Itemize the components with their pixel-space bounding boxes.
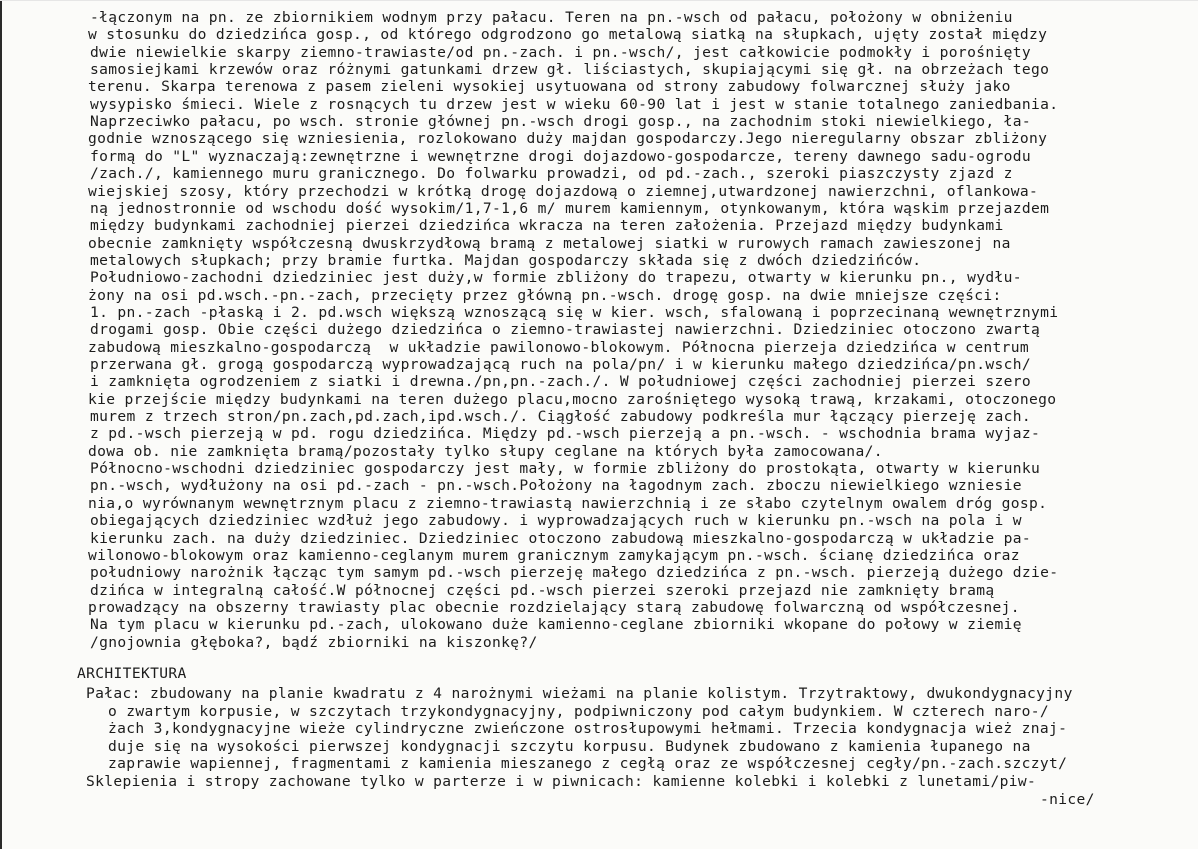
text-line: o zwartym korpusie, w szczytach trzykondygnacyjny, podpiwniczony pod całym budynkiem. W czterech naro-/ [108, 702, 1050, 720]
text-line: wysypisko śmieci. Wiele z rosnących tu drzew jest w wieku 60-90 lat i jest w stanie totalnego zaniedbania. [90, 95, 1059, 113]
text-line: obiegających dziedziniec wzdłuż jego zabudowy. i wyprowadzających ruch w kierunku pn.-wsch na pola i w [90, 512, 1022, 530]
text-line: wiejskiej szosy, który przechodzi w krótką drogę dojazdową o ziemnej,utwardzonej nawierzchni, oflankowa- [88, 182, 1039, 200]
text-line: Południowo-zachodni dziedziniec jest duży,w formie zbliżony do trapezu, otwarty w kierunku pn., wydłu- [90, 269, 1022, 287]
text-line: kierunku zach. na duży dziedziniec. Dziedziniec otoczono zabudową mieszkalno-gospodarczą w układzie pa- [90, 529, 1032, 547]
text-line: południowy narożnik łącząc tym samym pd.-wsch pierzeję małego dziedzińca z pn.-wsch. pierzeją dużego dzie- [90, 564, 1059, 582]
text-line: dwie niewielkie skarpy ziemno-trawiaste/od pn.-zach. i pn.-wsch/, jest całkowicie podmokły i porośnięty [90, 43, 1032, 61]
text-line: przerwana gł. grogą gospodarczą wyprowadzającą ruch na pola/pn/ i w kierunku małego dziedzińca/pn.wsch/ [90, 356, 1032, 373]
text-line: /gnojownia głęboka?, bądź zbiorniki na kiszonkę?/ [90, 633, 538, 651]
text-line: terenu. Skarpa terenowa z pasem zieleni wysokiej usytuowana od strony zabudowy folwarcznej służy jako [88, 78, 1011, 96]
text-line: Na tym placu w kierunku pd.-zach, ulokowano duże kamienno-ceglane zbiorniki wkopane do połowy w ziemię [90, 616, 1022, 634]
text-line: drogami gosp. Obie części dużego dziedzińca o ziemno-trawiastej nawierzchni. Dziedziniec otoczono zwartą [90, 321, 1041, 339]
text-line: żony na osi pd.wsch.-pn.-zach, przecięty przez główną pn.-wsch. drogę gosp. na dwie mniejsze części: [88, 286, 1002, 304]
text-line: między budynkami zachodniej pierzei dziedzińca wkracza na teren założenia. Przejazd między budynkami [90, 217, 1004, 235]
text-line: wilonowo-blokowym oraz kamienno-ceglanym murem granicznym zamykającym pn.-wsch. ścianę dziedzińca oraz [88, 546, 1020, 564]
text-line: zaprawie wapiennej, fragmentami z kamienia mieszanego z cegłą oraz ze współczesnej cegły/pn.-zach.szczyt/ [108, 755, 1068, 773]
text-line: obecnie zamknięty współczesną dwuskrzydłową bramą z metalowej siatki w rurowych ramach zawieszonej na [88, 234, 1011, 252]
text-line: 1. pn.-zach -płaską i 2. pd.wsch większą wznoszącą się w kier. wsch, sfalowaną i poprzecinaną wewnętrznymi [90, 303, 1059, 321]
text-line: żach 3,kondygnacyjne wieże cylindryczne zwieńczone ostrosłupowymi hełmami. Trzecia kondygnacja wież znaj- [108, 720, 1068, 738]
text-line: Naprzeciwko pałacu, po wsch. stronie głównej pn.-wsch drogi gosp., na zachodnim stoki niewielkiego, ła- [90, 113, 1032, 131]
text-line: -nice/ [1040, 790, 1095, 808]
text-line: dzińca w integralną całość.W północnej części pd.-wsch pierzei szeroki przejazd nie zamknięty bramą [90, 581, 995, 599]
text-line: -łączonym na pn. ze zbiornikiem wodnym przy pałacu. Teren na pn.-wsch od pałacu, położony w obniżeniu [90, 9, 1013, 26]
text-line: kie przejście między budynkami na teren dużego placu,mocno zarośniętego wysoką trawą, krzakami, otoczonego [88, 390, 1057, 408]
text-line: i zamknięta ogrodzeniem z siatki i drewna./pn,pn.-zach./. W południowej części zachodniej pierzei szero [90, 373, 1032, 391]
text-line: z pd.-wsch pierzeją w pd. rogu dziedzińca. Między pd.-wsch pierzeją a pn.-wsch. - wschodnia brama wyjaz- [90, 425, 1041, 443]
text-line: murem z trzech stron/pn.zach,pd.zach,ipd.wsch./. Ciągłość zabudowy podkreśla mur łączący pierzeję zach. [90, 408, 1032, 426]
text-line: godnie wznoszącego się wzniesienia, rozlokowano duży majdan gospodarczy.Jego nieregularny obszar zbliżony [88, 130, 1048, 148]
text-line: formą do "L" wyznaczają:zewnętrzne i wewnętrzne drogi dojazdowo-gospodarcze, tereny dawnego sadu-ogrodu [90, 147, 1032, 165]
page-left-edge [0, 1, 2, 849]
text-line: pn.-wsch, wydłużony na osi pd.-zach - pn.-wsch.Położony na łagodnym zach. zboczu niewielkiego wzniesie [90, 477, 1022, 495]
text-line: prowadzący na obszerny trawiasty plac obecnie rozdzielający starą zabudowę folwarczną od współczesnej. [88, 598, 1020, 616]
text-line: w stosunku do dziedzińca gosp., od którego odgrodzono go metalową siatką na słupkach, ujęty został między [88, 26, 1048, 44]
text-line: Sklepienia i stropy zachowane tylko w parterze i w piwnicach: kamienne kolebki i kolebki z lunetami/piw- [86, 773, 1037, 790]
text-line: Północno-wschodni dziedziniec gospodarczy jest mały, w formie zbliżony do prostokąta, otwarty w kierunku [90, 460, 1041, 478]
text-line: dowa ob. nie zamknięta bramą/pozostały tylko słupy ceglane na których była zamocowana/. [88, 442, 883, 460]
text-line: metalowych słupkach; przy bramie furtka. Majdan gospodarczy składa się z dwóch dziedzińców. [90, 251, 922, 269]
text-line: /zach./, kamiennego muru granicznego. Do folwarku prowadzi, od pd.-zach., szeroki piaszczysty zjazd z [90, 165, 1013, 183]
section-heading: ARCHITEKTURA [77, 665, 187, 682]
text-line: nia,o wyrównanym wewnętrznym placu z ziemno-trawiastą nawierzchnią i ze słabo czytelnym owalem dróg gosp. [88, 494, 1048, 512]
text-line: samosiejkami krzewów oraz różnymi gatunkami drzew gł. liściastych, skupiającymi się gł. na obrzeżach tego [90, 61, 1050, 79]
text-line: duje się na wysokości pierwszej kondygnacji szczytu korpusu. Budynek zbudowano z kamienia łupanego na [108, 737, 1031, 755]
text-line: Pałac: zbudowany na planie kwadratu z 4 narożnymi wieżami na planie kolistym. Trzytraktowy, dwukondygnacyjny [86, 685, 1073, 702]
text-line: ną jednostronnie od wschodu dość wysokim/1,7-1,6 m/ murem kamiennym, otynkowanym, która wąskim przejazdem [90, 199, 1050, 217]
text-line: zabudową mieszkalno-gospodarczą w układzie pawilonowo-blokowym. Północna pierzeja dziedzińca w centrum [88, 338, 1030, 356]
